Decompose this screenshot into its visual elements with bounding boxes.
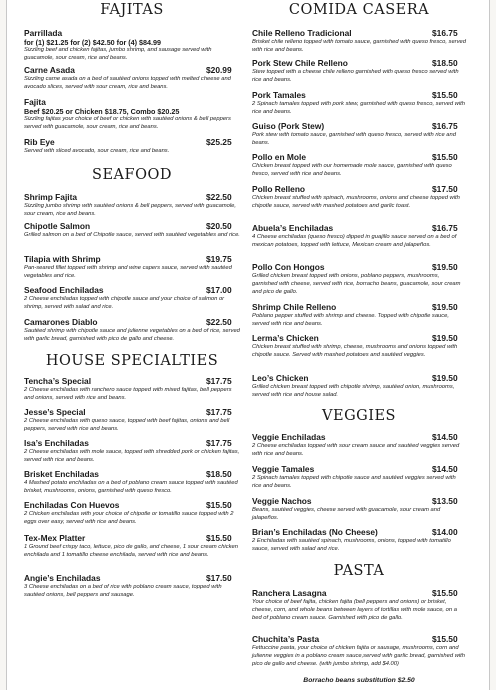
- menu-item-brisket-enchiladas: [24, 470, 240, 496]
- item-name: Fajita: [24, 97, 46, 107]
- item-description: Sizzling fajitas your choice of beef or chicken with sautéed onions & bell peppers served with guacamole, sour cream, rice and beans.: [24, 116, 231, 131]
- item-price: $22.50: [206, 317, 232, 327]
- menu-item-shrimp-fajita: [24, 193, 240, 219]
- item-description: 2 Cheese enchiladas topped with sour cream sauce and sautéed veggies served with rice and beans.: [252, 442, 460, 457]
- item-name: Angie’s Enchiladas: [24, 573, 101, 583]
- item-description: 2 Spinach tamales topped with chipotle sauce and sautéed veggies served with rice and beans.: [252, 474, 456, 489]
- item-name: Veggie Tamales: [252, 464, 315, 474]
- item-name: Enchiladas Con Huevos: [24, 500, 120, 510]
- item-price: $14.00: [432, 527, 458, 537]
- menu-item-pork-stew-chile-relleno: [252, 59, 466, 85]
- menu-item-tilapia-with-shrimp: [24, 255, 240, 281]
- item-price: $16.75: [432, 28, 458, 38]
- menu-item-camarones-diablo: [24, 318, 240, 344]
- item-price-options: Beef $20.25 or Chicken $18.75, Combo $20.25: [24, 106, 180, 116]
- item-price: $15.50: [432, 588, 458, 598]
- item-description: Beans, sautéed veggies, cheese served with guacamole, sour cream and jalapeños.: [252, 506, 441, 521]
- fajitas-section-heading: FAJITAS: [100, 2, 164, 18]
- item-description: 4 Mashed potato enchiladas on a bed of poblano cream sauce topped with sautéed brisket, mushrooms, onions, garnished with queso fresco.: [24, 479, 238, 494]
- item-description: 2 Enchiladas with sautéed spinach, mushrooms, onions, topped with tomatillo sauce, served with salad and rice.: [252, 537, 451, 552]
- seafood-section-heading: SEAFOOD: [92, 167, 172, 183]
- menu-item-pollo-en-mole: [252, 153, 466, 179]
- item-description: Chicken breast stuffed with spinach, mushrooms, onions and cheese topped with chipotle sauce, served with mashed potatoes and garlic toast.: [252, 194, 460, 209]
- page-border-left: [6, 0, 7, 690]
- item-name: Chipotle Salmon: [24, 221, 91, 231]
- menu-item-lerma-s-chicken: [252, 334, 466, 360]
- item-description: Sautéed shrimp with chipotle sauce and julienne vegetables on a bed of rice, served with garlic bread, garnished with pico de gallo and cheese.: [24, 327, 240, 342]
- item-name: Rib Eye: [24, 137, 55, 147]
- item-name: Pollo Relleno: [252, 184, 306, 194]
- item-name: Parrillada: [24, 28, 63, 38]
- item-description: 1 Ground beef crispy taco, lettuce, pico de gallo, and cheese, 1 sour cream chicken enchilada and 1 tomatillo cheese enchilada, served with rice and beans.: [24, 543, 238, 558]
- item-price: $18.50: [432, 58, 458, 68]
- item-price: $17.75: [206, 407, 232, 417]
- item-name: Carne Asada: [24, 65, 75, 75]
- item-description: 4 Cheese enchiladas (queso fresco) dipped in guajillo sauce served on a bed of mexican potatoes, topped with lettuce, Mexican cream and jalapeños.: [252, 233, 457, 248]
- item-name: Pollo Con Hongos: [252, 262, 325, 272]
- item-price: $15.50: [432, 90, 458, 100]
- item-name: Jesse’s Special: [24, 407, 86, 417]
- menu-item-angie-s-enchiladas: [24, 574, 240, 600]
- item-description: Stew topped with a cheese chile relleno garnished with queso fresco served with rice and beans.: [252, 68, 459, 83]
- item-description: 2 Spinach tamales topped with pork stew, garnished with queso fresco, served with rice and beans.: [252, 100, 465, 115]
- veggies-section-heading: VEGGIES: [322, 408, 396, 424]
- item-price: $14.50: [432, 464, 458, 474]
- menu-item-tex-mex-platter: [24, 534, 240, 560]
- item-price: $22.50: [206, 192, 232, 202]
- item-description: Sizzling beef and chicken fajitas, jumbo shrimp, and sausage served with guacamole, sour cream, rice and beans.: [24, 47, 212, 62]
- item-description: Fettuccine pasta, your choice of chicken fajita or sausage, mushrooms, corn and julienne veggies in a poblano cream sauce,served with garlic bread, garnished with pico de gallo and cheese. (with jumbo shrimp, add $4.00): [252, 644, 465, 667]
- item-name: Tencha’s Special: [24, 376, 92, 386]
- menu-item-leo-s-chicken: [252, 374, 466, 400]
- item-name: Brian’s Enchiladas (No Cheese): [252, 527, 378, 537]
- item-price: $16.75: [432, 121, 458, 131]
- item-description: 2 Cheese enchiladas with queso sauce, topped with beef fajitas, onions and bell peppers, served with rice and beans.: [24, 417, 230, 432]
- item-price: $25.25: [206, 137, 232, 147]
- menu-item-pork-tamales: [252, 91, 466, 117]
- item-name: Abuela’s Enchiladas: [252, 223, 334, 233]
- item-name: Chuchita’s Pasta: [252, 634, 320, 644]
- item-name: Pork Stew Chile Relleno: [252, 58, 348, 68]
- page-border-right: [489, 0, 490, 690]
- item-description: Poblano pepper stuffed with shrimp and cheese. Topped with chipotle sauce, served with rice and beans.: [252, 312, 450, 327]
- menu-item-jesse-s-special: [24, 408, 240, 434]
- item-name: Leo’s Chicken: [252, 373, 309, 383]
- menu-item-fajita: [24, 98, 240, 132]
- item-price-options: for (1) $21.25 for (2) $42.50 for (4) $84.99: [24, 37, 162, 47]
- item-description: Your choice of beef fajita, chicken fajita (bell peppers and onions) or brisket, cheese, corn, and whole beans between layers of tortillas with mole sauce, on a bed of poblano cream sauce. Garnished with pico de gallo.: [252, 598, 457, 621]
- item-description: 2 Cheese enchiladas topped with chipotle sauce and your choice of salmon or shrimp, served with salad and rice.: [24, 295, 225, 310]
- menu-item-chipotle-salmon: [24, 222, 240, 240]
- menu-item-isa-s-enchiladas: [24, 439, 240, 465]
- item-price: $15.50: [206, 500, 232, 510]
- footer-note: Borracho beans substitution $2.50: [303, 677, 415, 684]
- item-name: Shrimp Chile Relleno: [252, 302, 337, 312]
- item-price: $16.75: [432, 223, 458, 233]
- item-description: Sizzling jumbo shrimp with sautéed onions & bell peppers, served with guacamole, sour cream, rice and beans.: [24, 202, 237, 217]
- menu-item-carne-asada: [24, 66, 240, 92]
- item-description: 2 Chicken enchiladas with your choice of chipotle or tomatillo sauce topped with 2 eggs over easy, served with rice and beans.: [24, 510, 234, 525]
- item-price: $19.50: [432, 333, 458, 343]
- menu-item-seafood-enchiladas: [24, 286, 240, 312]
- menu-item-rib-eye: [24, 138, 240, 156]
- item-price: $14.50: [432, 432, 458, 442]
- item-description: 2 Cheese enchiladas with ranchero sauce topped with mixed fajitas, bell peppers and onions, served with rice and beans.: [24, 386, 232, 401]
- item-price: $19.50: [432, 262, 458, 272]
- item-price: $20.50: [206, 221, 232, 231]
- menu-item-guiso-pork-stew: [252, 122, 466, 148]
- menu-item-pollo-relleno: [252, 185, 466, 211]
- item-name: Seafood Enchiladas: [24, 285, 104, 295]
- item-price: $17.00: [206, 285, 232, 295]
- item-description: Grilled salmon on a bed of Chipotle sauce, served with sautéed vegetables and rice.: [24, 231, 240, 238]
- item-price: $15.50: [206, 533, 232, 543]
- menu-item-tencha-s-special: [24, 377, 240, 403]
- item-price: $15.50: [432, 634, 458, 644]
- item-price: $17.50: [432, 184, 458, 194]
- item-description: 3 Cheese enchiladas on a bed of rice with poblano cream sauce, topped with sautéed onions, bell peppers and sausage.: [24, 583, 222, 598]
- menu-item-abuela-s-enchiladas: [252, 224, 466, 250]
- menu-item-chile-relleno-tradicional: [252, 29, 466, 55]
- item-name: Tex-Mex Platter: [24, 533, 86, 543]
- menu-item-veggie-tamales: [252, 465, 466, 491]
- item-description: Grilled chicken breast topped with chipotle shrimp, sautéed onion, mushrooms, served with rice and house salad.: [252, 383, 455, 398]
- item-price: $17.50: [206, 573, 232, 583]
- item-name: Guiso (Pork Stew): [252, 121, 325, 131]
- item-price: $19.75: [206, 254, 232, 264]
- pasta-section-heading: PASTA: [333, 563, 385, 579]
- item-price: $19.50: [432, 373, 458, 383]
- menu-item-parrillada: [24, 29, 240, 63]
- item-price: $20.99: [206, 65, 232, 75]
- item-description: Chicken breast topped with our homemade mole sauce, garnished with queso fresco, served with rice and beans.: [252, 162, 452, 177]
- item-price: $17.75: [206, 376, 232, 386]
- item-name: Veggie Enchiladas: [252, 432, 326, 442]
- item-name: Pork Tamales: [252, 90, 306, 100]
- item-description: Chicken breast stuffed with shrimp, cheese, mushrooms and onions topped with chipotle sauce. Served with mashed potatoes and sautéed veggies.: [252, 343, 458, 358]
- item-name: Veggie Nachos: [252, 496, 312, 506]
- item-name: Isa’s Enchiladas: [24, 438, 89, 448]
- item-price: $15.50: [432, 152, 458, 162]
- menu-item-chuchita-s-pasta: [252, 635, 466, 669]
- menu-item-brian-s-enchiladas-no-cheese: [252, 528, 466, 554]
- item-description: Pan-seared fillet topped with shrimp and wine capers sauce, served with sautéed vegetables and rice.: [24, 264, 232, 279]
- item-name: Shrimp Fajita: [24, 192, 78, 202]
- item-name: Ranchera Lasagna: [252, 588, 327, 598]
- item-price: $18.50: [206, 469, 232, 479]
- item-price: $13.50: [432, 496, 458, 506]
- item-price: $17.75: [206, 438, 232, 448]
- menu-item-veggie-nachos: [252, 497, 466, 523]
- item-name: Brisket Enchiladas: [24, 469, 99, 479]
- item-description: 2 Cheese enchiladas with mole sauce, topped with shredded pork or chicken fajitas, served with rice and beans.: [24, 448, 240, 463]
- item-name: Pollo en Mole: [252, 152, 306, 162]
- item-name: Chile Relleno Tradicional: [252, 28, 352, 38]
- menu-item-pollo-con-hongos: [252, 263, 466, 297]
- item-description: Grilled chicken breast topped with onions, poblano peppers, mushrooms, garnished with cheese, served with rice, borracho beans, guacamole, sour cream and pico de gallo.: [252, 272, 461, 295]
- item-name: Camarones Diablo: [24, 317, 98, 327]
- item-description: Served with sliced avocado, sour cream, rice and beans.: [24, 147, 170, 154]
- item-name: Tilapia with Shrimp: [24, 254, 101, 264]
- menu-item-veggie-enchiladas: [252, 433, 466, 459]
- house-section-heading: HOUSE SPECIALTIES: [45, 353, 219, 369]
- item-name: Lerma’s Chicken: [252, 333, 319, 343]
- item-description: Pork stew with tomato sauce, garnished with queso fresco, served with rice and beans.: [252, 131, 456, 146]
- menu-item-shrimp-chile-relleno: [252, 303, 466, 329]
- item-price: $19.50: [432, 302, 458, 312]
- menu-item-ranchera-lasagna: [252, 589, 466, 623]
- comida-section-heading: COMIDA CASERA: [288, 2, 430, 18]
- menu-item-enchiladas-con-huevos: [24, 501, 240, 527]
- item-description: Sizzling carne asada on a bed of sautéed onions topped with melted cheese and avocado slices, served with sour cream, rice and beans.: [24, 75, 231, 90]
- item-description: Brisket chile relleno topped with tomato sauce, garnished with queso fresco, served with rice and beans.: [252, 38, 466, 53]
